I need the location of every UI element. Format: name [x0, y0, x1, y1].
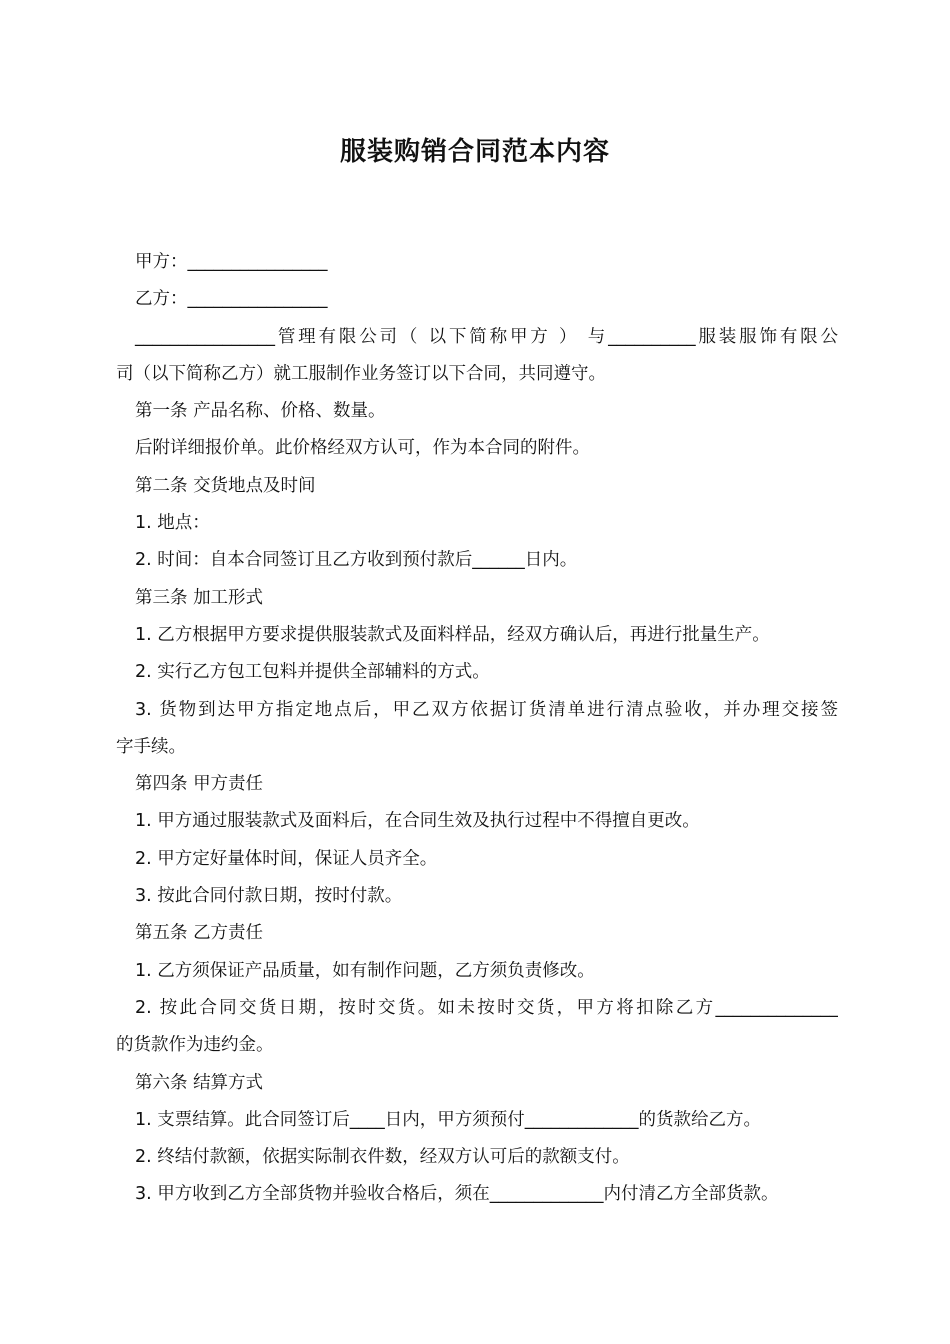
preamble-line-continued: 司（以下简称乙方）就工服制作业务签订以下合同，共同遵守。 — [116, 363, 606, 384]
article-2-item-1: 1. 地点： — [135, 513, 210, 534]
article-4-item-3: 3. 按此合同付款日期，按时付款。 — [135, 886, 403, 907]
article-3-item-1: 1. 乙方根据甲方要求提供服装款式及面料样品，经双方确认后，再进行批量生产。 — [135, 624, 770, 645]
article-3-item-2: 2. 实行乙方包工包料并提供全部辅料的方式。 — [135, 662, 490, 683]
article-6-item-3: 3. 甲方收到乙方全部货物并验收合格后，须在_____________内付清乙方全部货款。 — [135, 1184, 779, 1205]
party-a-line: 甲方：________________ — [135, 252, 328, 272]
article-3-heading: 第三条 加工形式 — [135, 587, 264, 608]
article-2-item-2: 2. 时间：自本合同签订且乙方收到预付款后______日内。 — [135, 550, 578, 571]
article-4-item-2: 2. 甲方定好量体时间，保证人员齐全。 — [135, 848, 438, 869]
article-5-heading: 第五条 乙方责任 — [135, 923, 264, 944]
article-4-heading: 第四条 甲方责任 — [135, 774, 264, 795]
article-2-heading: 第二条 交货地点及时间 — [135, 475, 316, 496]
article-4-item-1: 1. 甲方通过服装款式及面料后，在合同生效及执行过程中不得擅自更改。 — [135, 811, 700, 832]
article-5-item-2: 2. 按此合同交货日期，按时交货。如未按时交货，甲方将扣除乙方______________ — [135, 997, 838, 1018]
article-5-item-2-continued: 的货款作为违约金。 — [116, 1035, 274, 1056]
article-6-item-2: 2. 终结付款额，依据实际制衣件数，经双方认可后的款额支付。 — [135, 1147, 630, 1168]
document-title: 服装购销合同范本内容 — [339, 137, 610, 167]
article-1-heading: 第一条 产品名称、价格、数量。 — [135, 401, 386, 422]
party-b-line: 乙方：________________ — [135, 289, 328, 310]
article-6-heading: 第六条 结算方式 — [135, 1072, 264, 1093]
article-3-item-3: 3. 货物到达甲方指定地点后，甲乙双方依据订货清单进行清点验收，并办理交接签 — [135, 699, 838, 720]
document-body — [116, 244, 838, 1214]
article-5-item-1: 1. 乙方须保证产品质量，如有制作问题，乙方须负责修改。 — [135, 960, 595, 981]
article-1-text: 后附详细报价单。此价格经双方认可，作为本合同的附件。 — [135, 438, 590, 459]
article-6-item-1: 1. 支票结算。此合同签订后____日内，甲方须预付_____________的货款给乙方。 — [135, 1109, 762, 1130]
article-3-item-3-continued: 字手续。 — [116, 736, 186, 757]
preamble-line: ________________管理有限公司（ 以下简称甲方 ） 与__________服装服饰有限公 — [135, 326, 838, 347]
